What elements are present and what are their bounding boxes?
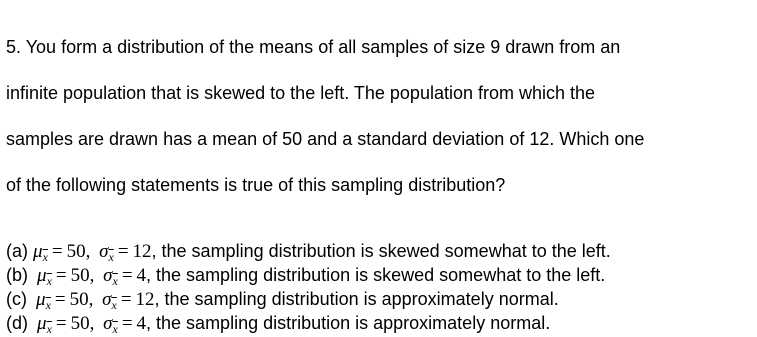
- sigma-value: 12: [132, 241, 152, 262]
- option-label: (d): [6, 313, 28, 333]
- mu-expression: $\mu_{\overline{x}} = 50$, $\sigma_{\overline{x}} = 12$: [33, 241, 152, 264]
- sigma-value: 4: [136, 265, 147, 286]
- option-text: , the sampling distribution is approximately normal.: [146, 313, 551, 333]
- mu-expression: $\mu_{\overline{x}} = 50$, $\sigma_{\overline{x}} = 4$: [37, 265, 147, 288]
- question-page: [6, 13, 751, 335]
- question-line: infinite population that is skewed to the left. The population from which the: [6, 83, 596, 103]
- mu-value: 50,: [70, 265, 95, 286]
- option-label: (c): [6, 289, 27, 309]
- question-line: of the following statements is true of this sampling distribution?: [6, 175, 506, 195]
- answer-option-c[interactable]: [6, 287, 751, 311]
- option-text: , the sampling distribution is skewed somewhat to the left.: [151, 241, 611, 261]
- mu-expression: $\mu_{\overline{x}} = 50$, $\sigma_{\overline{x}} = 4$: [37, 313, 147, 336]
- question-line: 5. You form a distribution of the means of all samples of size 9 drawn from an: [6, 37, 621, 57]
- answer-option-d[interactable]: [6, 311, 751, 335]
- sigma-value: 4: [136, 313, 147, 334]
- option-text: , the sampling distribution is skewed somewhat to the left.: [146, 265, 606, 285]
- option-label: (a): [6, 241, 28, 261]
- sigma-value: 12: [135, 289, 155, 310]
- answer-option-a[interactable]: [6, 239, 751, 263]
- mu-value: 50,: [69, 289, 94, 310]
- mu-value: 50,: [66, 241, 91, 262]
- question-line: samples are drawn has a mean of 50 and a standard deviation of 12. Which one: [6, 129, 645, 149]
- answer-options: [6, 239, 751, 335]
- mu-expression: $\mu_{\overline{x}} = 50$, $\sigma_{\overline{x}} = 12$: [36, 289, 155, 312]
- question-text: [6, 13, 751, 220]
- answer-option-b[interactable]: [6, 263, 751, 287]
- option-label: (b): [6, 265, 28, 285]
- mu-value: 50,: [70, 313, 95, 334]
- option-text: , the sampling distribution is approximately normal.: [154, 289, 559, 309]
